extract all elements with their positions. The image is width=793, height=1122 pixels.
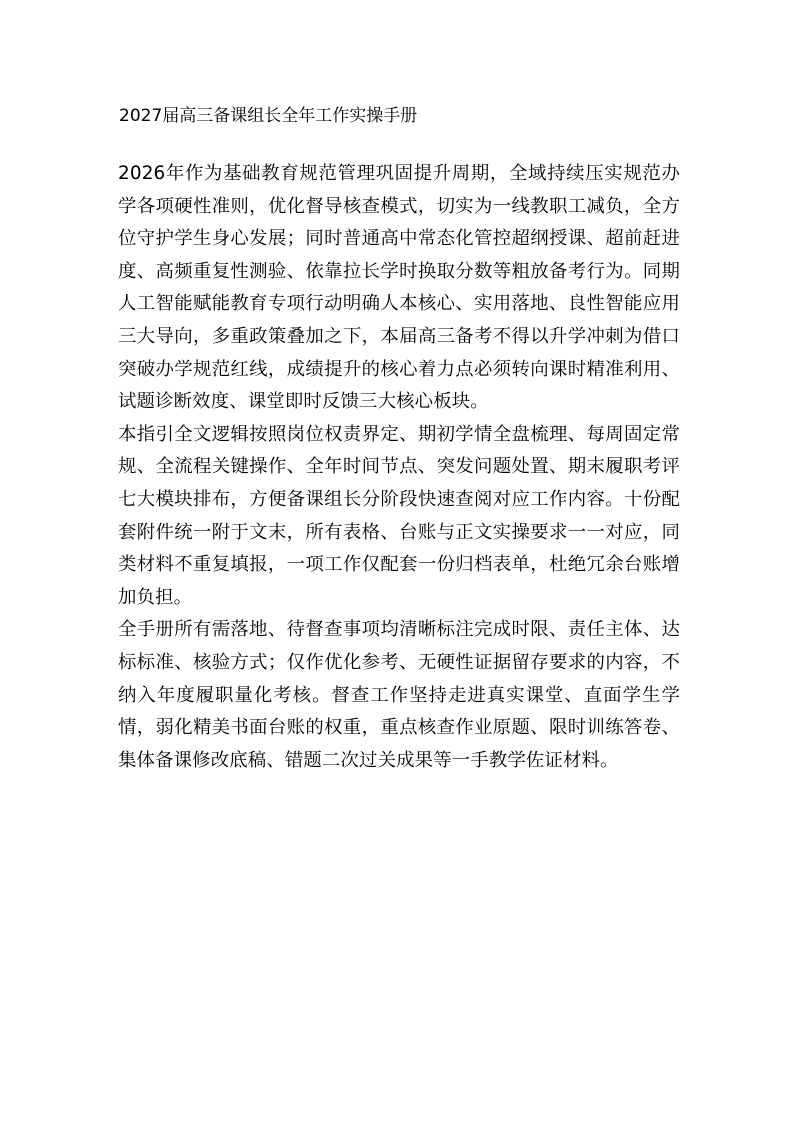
document-title: 2027届高三备课组长全年工作实操手册 — [119, 106, 418, 126]
document-body — [118, 158, 680, 777]
paragraph-structure-overview: 本指引全文逻辑按照岗位权责界定、期初学情全盘梳理、每周固定常规、全流程关键操作、全年时间节点、突发问题处置、期末履职考评七大模块排布，方便备课组长分阶段快速查阅对应工作内容。十份配套附件统一附于文末，所有表格、台账与正文实操要求一一对应，同类材料不重复填报，一项工作仅配套一份归档表单，杜绝冗余台账增加负担。 — [118, 423, 680, 608]
paragraph-supervision-rules: 全手册所有需落地、待督查事项均清晰标注完成时限、责任主体、达标标准、核验方式；仅作优化参考、无硬性证据留存要求的内容，不纳入年度履职量化考核。督查工作坚持走进真实课堂、直面学生学情，弱化精美书面台账的权重，重点核查作业原题、限时训练答卷、集体备课修改底稿、错题二次过关成果等一手教学佐证材料。 — [118, 619, 680, 771]
paragraph-policy-background: 2026年作为基础教育规范管理巩固提升周期，全域持续压实规范办学各项硬性准则，优化督导核查模式，切实为一线教职工减负，全方位守护学生身心发展；同时普通高中常态化管控超纲授课、超前赶进度、高频重复性测验、依靠拉长学时换取分数等粗放备考行为。同期人工智能赋能教育专项行动明确人本核心、实用落地、良性智能应用三大导向，多重政策叠加之下，本届高三备考不得以升学冲刺为借口突破办学规范红线，成绩提升的核心着力点必须转向课时精准利用、试题诊断效度、课堂即时反馈三大核心板块。 — [118, 163, 680, 413]
